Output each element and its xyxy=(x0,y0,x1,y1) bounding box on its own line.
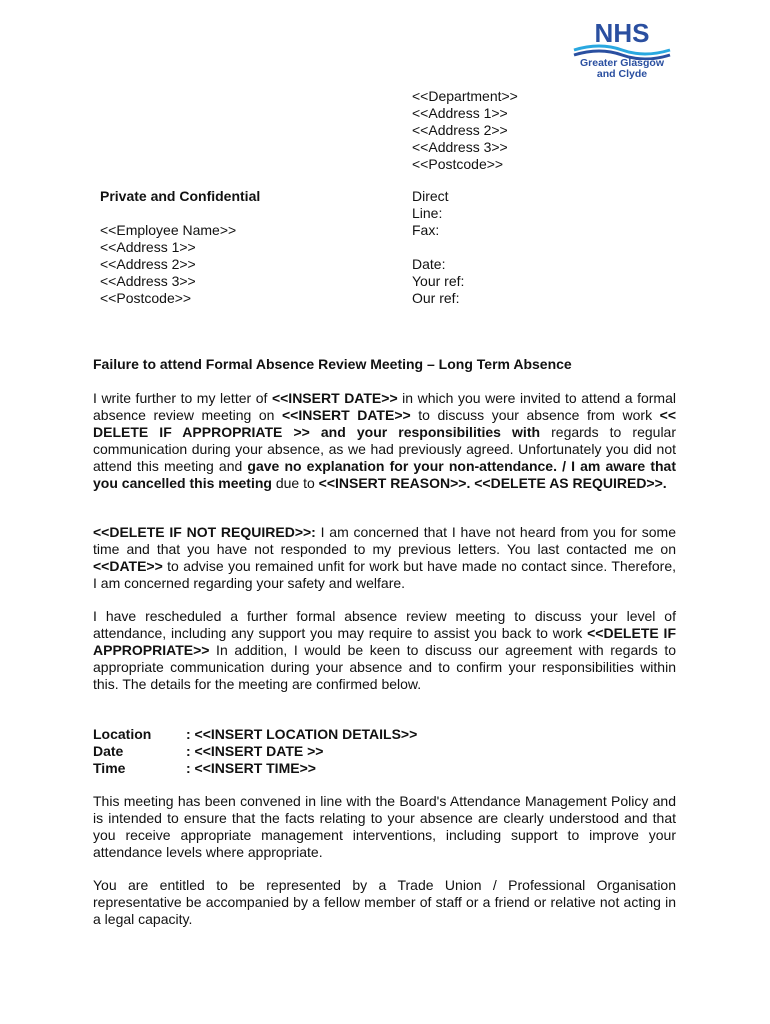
paragraph-3 xyxy=(93,608,676,693)
confidential-label: Private and Confidential xyxy=(100,188,261,204)
sender-address-line: <<Address 1>> xyxy=(412,105,508,121)
p1-text: regards to regular communication during your absence, as we had previously agreed. Unfortunately you did not attend this meeting and xyxy=(93,424,676,474)
paragraph-2 xyxy=(93,524,676,592)
p1-text: I write further to my letter of xyxy=(93,390,272,406)
sender-address xyxy=(412,88,518,173)
p3-text: In addition, I would be keen to discuss our agreement with regards to appropriate communication during your absence and to confirm your responsibilities within this. The details for the meeting are confirmed below. xyxy=(93,642,676,692)
nhs-logo xyxy=(566,20,678,88)
logo-line-2: and Clyde xyxy=(596,68,648,80)
paragraph-1 xyxy=(93,390,676,492)
contact-block xyxy=(412,188,464,307)
employee-address xyxy=(100,222,236,307)
employee-address-line: <<Address 2>> xyxy=(100,256,196,272)
nhs-wave-icon xyxy=(566,20,678,60)
detail-value: : <<INSERT TIME>> xyxy=(186,760,316,776)
logo-line-1: Greater Glasgow xyxy=(579,57,665,69)
letter-subject: Failure to attend Formal Absence Review Meeting – Long Term Absence xyxy=(93,356,572,372)
employee-address-line: <<Postcode>> xyxy=(100,290,192,306)
paragraph-4: This meeting has been convened in line with the Board's Attendance Management Policy and is intended to ensure that the facts relating to your absence are clearly understood and that you receive appropriate management interventions, including support to improve your attendance levels where appropriate. xyxy=(93,793,676,860)
meeting-details xyxy=(93,726,417,777)
detail-label: Date xyxy=(93,743,124,759)
p1-text: due to xyxy=(271,475,319,491)
employee-address-line: <<Employee Name>> xyxy=(100,222,237,238)
logo-caption xyxy=(566,58,678,80)
sender-address-line: <<Address 2>> xyxy=(412,122,508,138)
sender-address-line: <<Postcode>> xyxy=(412,156,504,172)
p1-placeholder: << DELETE IF APPROPRIATE >> and your responsibilities with xyxy=(93,407,676,440)
date-label: Date: xyxy=(412,256,446,272)
p3-placeholder: <<DELETE IF APPROPRIATE>> xyxy=(93,625,676,658)
p2-text: to advise you remained unfit for work but have made no contact since. Therefore, I am concerned regarding your safety and welfare. xyxy=(93,558,676,591)
our-ref-label: Our ref: xyxy=(412,290,460,306)
p2-text: I am concerned that I have not heard from you for some time and that you have not responded to my previous letters. You last contacted me on xyxy=(93,524,676,557)
p1-placeholder: <<INSERT REASON>>. <<DELETE AS REQUIRED>>. xyxy=(318,475,667,491)
detail-label: Location xyxy=(93,726,152,742)
your-ref-label: Your ref: xyxy=(412,273,465,289)
p1-placeholder: <<INSERT DATE>> xyxy=(271,390,398,406)
paragraph-5: You are entitled to be represented by a Trade Union / Professional Organisation representative be accompanied by a fellow member of staff or a friend or relative not acting in a legal capacity. xyxy=(93,877,676,927)
employee-address-line: <<Address 3>> xyxy=(100,273,196,289)
sender-address-line: <<Address 3>> xyxy=(412,139,508,155)
detail-label: Time xyxy=(93,760,126,776)
detail-row xyxy=(93,726,417,743)
sender-address-line: <<Department>> xyxy=(412,88,518,104)
nhs-brand-text: NHS xyxy=(594,20,650,48)
fax-label: Fax: xyxy=(412,222,440,238)
p1-text: in which you were invited to attend a formal absence review meeting on xyxy=(93,390,676,423)
line-label: Line: xyxy=(412,205,443,221)
p1-text: to discuss your absence from work xyxy=(410,407,660,423)
p1-placeholder: gave no explanation for your non-attendance. / I am aware that you cancelled this meeting xyxy=(93,458,676,491)
detail-row xyxy=(93,743,417,760)
p2-placeholder: <<DATE>> xyxy=(93,558,163,574)
employee-address-line: <<Address 1>> xyxy=(100,239,196,255)
p1-placeholder: <<INSERT DATE>> xyxy=(282,407,411,423)
p3-text: I have rescheduled a further formal absence review meeting to discuss your level of attendance, including any support you may require to assist you back to work xyxy=(93,608,676,641)
detail-value: : <<INSERT DATE >> xyxy=(186,743,324,759)
detail-row xyxy=(93,760,417,777)
detail-value: : <<INSERT LOCATION DETAILS>> xyxy=(186,726,418,742)
direct-label: Direct xyxy=(412,188,449,204)
p2-placeholder: <<DELETE IF NOT REQUIRED>>: xyxy=(93,524,316,540)
